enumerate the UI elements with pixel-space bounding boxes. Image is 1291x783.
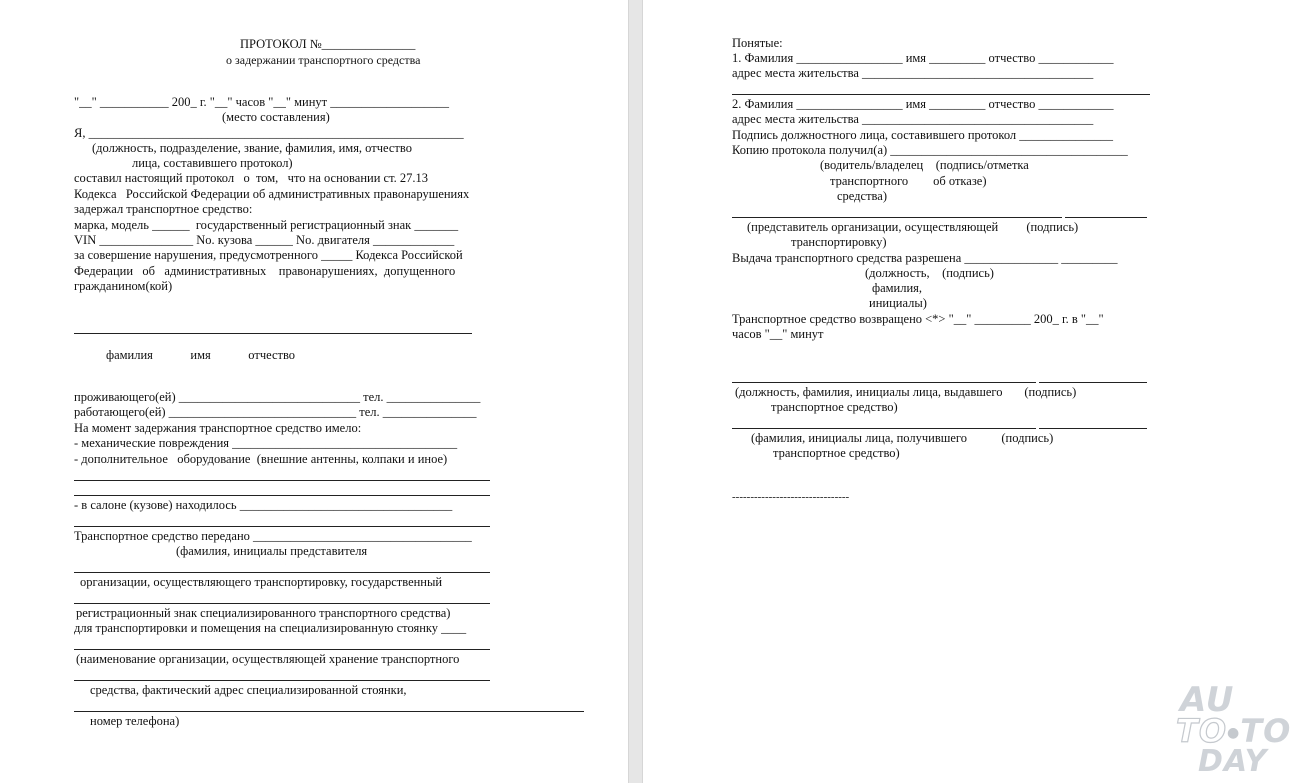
watermark-dot-icon: ● bbox=[1227, 725, 1241, 741]
release-hint-1: (должность, (подпись) bbox=[865, 266, 994, 280]
parking-line: для транспортировки и помещения на специализированную стоянку ____ bbox=[74, 621, 467, 635]
storage-hint-3: номер телефона) bbox=[90, 714, 180, 728]
damage-line: - механические повреждения ____________________________________ bbox=[74, 436, 458, 450]
watermark-text: DAY bbox=[1198, 744, 1268, 779]
moment-line: На момент задержания транспортное средство имело: bbox=[74, 421, 362, 435]
witness1-address-line: адрес места жительства _____________________________________ bbox=[732, 66, 1094, 80]
watermark-day bbox=[1198, 744, 1267, 779]
release-hint-2: фамилия, bbox=[872, 281, 923, 295]
blank-rule bbox=[74, 526, 490, 527]
returned-time-line: часов "__" минут bbox=[732, 327, 824, 341]
salon-line: - в салоне (кузове) находилось __________________________________ bbox=[74, 498, 453, 512]
official-signature-line: Подпись должностного лица, составившего протокол _______________ bbox=[732, 128, 1114, 142]
violation-line-1: за совершение нарушения, предусмотренного _____ Кодекса Российской bbox=[74, 248, 463, 262]
equipment-line: - дополнительное оборудование (внешние антенны, колпаки и иное) bbox=[74, 452, 448, 466]
living-line: проживающего(ей) _____________________________ тел. _______________ bbox=[74, 390, 481, 404]
place-hint: (место составления) bbox=[222, 110, 330, 124]
protocol-title: ПРОТОКОЛ №_______________ bbox=[240, 37, 416, 51]
copy-received-line: Копию протокола получил(а) ______________________________________ bbox=[732, 143, 1128, 157]
blank-rule bbox=[74, 711, 584, 712]
blank-rule bbox=[732, 94, 1150, 95]
composed-line: составил настоящий протокол о том, что на основании ст. 27.13 bbox=[74, 171, 428, 185]
release-hint-3: инициалы) bbox=[869, 296, 927, 310]
watermark-text: AU bbox=[1180, 680, 1235, 720]
violation-line-2: Федерации об административных правонарушениях, допущенного bbox=[74, 264, 456, 278]
violation-line-3: гражданином(кой) bbox=[74, 279, 173, 293]
page-gutter bbox=[628, 0, 643, 783]
blank-rule bbox=[74, 649, 490, 650]
witnesses-heading: Понятые: bbox=[732, 36, 783, 50]
representative-hint-3: регистрационный знак специализированного транспортного средства) bbox=[76, 606, 451, 620]
code-line: Кодекса Российской Федерации об административных правонарушениях bbox=[74, 187, 470, 201]
returned-line: Транспортное средство возвращено <*> "__" _________ 200_ г. в "__" bbox=[732, 312, 1104, 326]
document-page-right bbox=[643, 0, 1280, 783]
official-line: Я, ____________________________________________________________ bbox=[74, 126, 464, 140]
document-page-left bbox=[0, 0, 628, 783]
vin-line: VIN _______________ No. кузова ______ No. двигателя _____________ bbox=[74, 233, 455, 247]
watermark-text: TO bbox=[1176, 712, 1228, 750]
receiver-hint-1: (фамилия, инициалы лица, получившего (подпись) bbox=[751, 431, 1054, 445]
driver-hint-2: транспортного об отказе) bbox=[830, 174, 987, 188]
issuer-hint-1: (должность, фамилия, инициалы лица, выдавшего (подпись) bbox=[735, 385, 1077, 399]
witness1-name-line: 1. Фамилия _________________ имя _________ отчество ____________ bbox=[732, 51, 1114, 65]
blank-rule bbox=[74, 480, 490, 481]
blank-rule bbox=[1039, 428, 1147, 429]
release-line: Выдача транспортного средства разрешена _______________ _________ bbox=[732, 251, 1118, 265]
fio-hint: фамилия имя отчество bbox=[106, 348, 296, 362]
representative-hint-1: (фамилия, инициалы представителя bbox=[176, 544, 368, 558]
watermark-text: TO bbox=[1240, 712, 1291, 750]
protocol-subtitle: о задержании транспортного средства bbox=[226, 53, 421, 67]
blank-rule bbox=[732, 217, 1062, 218]
driver-hint-1: (водитель/владелец (подпись/отметка bbox=[820, 158, 1029, 172]
blank-rule bbox=[1065, 217, 1147, 218]
make-model-line: марка, модель ______ государственный регистрационный знак _______ bbox=[74, 218, 459, 232]
blank-rule bbox=[74, 333, 472, 334]
blank-rule bbox=[74, 495, 490, 496]
footnote-separator: -------------------------------- bbox=[732, 491, 850, 503]
date-line: "__" ___________ 200_ г. "__" часов "__" минут ___________________ bbox=[74, 95, 449, 109]
blank-rule bbox=[732, 382, 1036, 383]
working-line: работающего(ей) ______________________________ тел. _______________ bbox=[74, 405, 477, 419]
official-hint-1: (должность, подразделение, звание, фамилия, имя, отчество bbox=[92, 141, 412, 155]
blank-rule bbox=[74, 572, 490, 573]
blank-rule bbox=[74, 680, 490, 681]
detained-line: задержал транспортное средство: bbox=[74, 202, 253, 216]
org-representative-hint-1: (представитель организации, осуществляющей (подпись) bbox=[747, 220, 1079, 234]
official-hint-2: лица, составившего протокол) bbox=[132, 156, 293, 170]
transferred-line: Транспортное средство передано ___________________________________ bbox=[74, 529, 472, 543]
storage-hint-1: (наименование организации, осуществляющей хранение транспортного bbox=[76, 652, 460, 666]
receiver-hint-2: транспортное средство) bbox=[773, 446, 900, 460]
org-representative-hint-2: транспортировку) bbox=[791, 235, 887, 249]
blank-rule bbox=[732, 428, 1036, 429]
representative-hint-2: организации, осуществляющего транспортировку, государственный bbox=[80, 575, 443, 589]
storage-hint-2: средства, фактический адрес специализированной стоянки, bbox=[90, 683, 407, 697]
driver-hint-3: средства) bbox=[837, 189, 887, 203]
blank-rule bbox=[74, 603, 490, 604]
witness2-address-line: адрес места жительства _____________________________________ bbox=[732, 112, 1094, 126]
witness2-name-line: 2. Фамилия _________________ имя _________ отчество ____________ bbox=[732, 97, 1114, 111]
blank-rule bbox=[1039, 382, 1147, 383]
issuer-hint-2: транспортное средство) bbox=[771, 400, 898, 414]
